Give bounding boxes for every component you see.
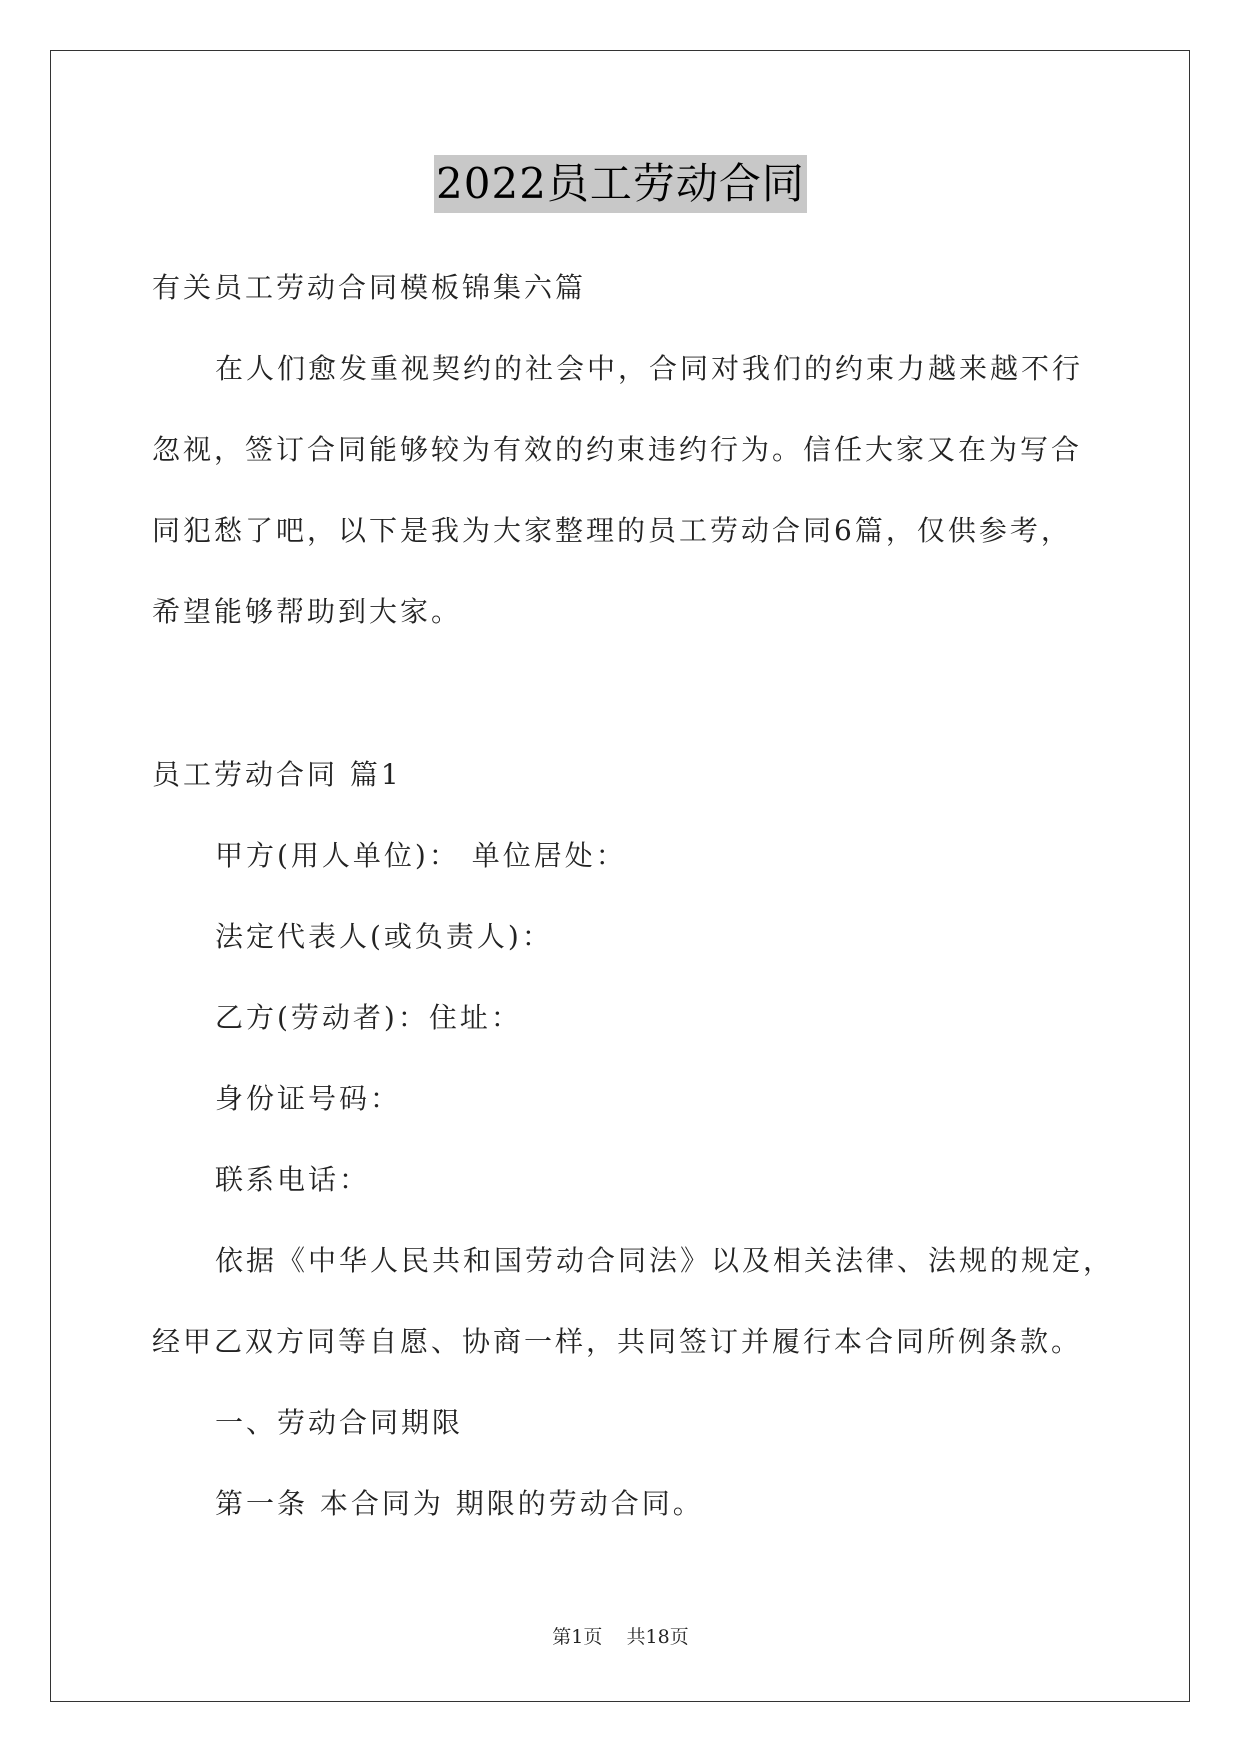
party-a-line: 甲方(用人单位)： 单位居处：	[215, 839, 627, 872]
paragraph-line: 忽视，签订合同能够较为有效的约束违约行为。信任大家又在为写合	[152, 433, 1083, 466]
clause-line: 第一条 本合同为 期限的劳动合同。	[215, 1487, 704, 1520]
page-number: 第1页	[552, 1626, 603, 1648]
subtitle-line: 有关员工劳动合同模板锦集六篇	[152, 271, 587, 304]
paragraph-line: 经甲乙双方同等自愿、协商一样，共同签订并履行本合同所例条款。	[152, 1325, 1083, 1358]
title-container	[0, 155, 1241, 213]
id-number-line: 身份证号码：	[215, 1082, 402, 1115]
legal-rep-line: 法定代表人(或负责人)：	[215, 920, 553, 953]
paragraph-line: 在人们愈发重视契约的社会中，合同对我们的约束力越来越不行	[215, 352, 1084, 385]
document-title: 2022员工劳动合同	[434, 155, 807, 213]
paragraph-line: 希望能够帮助到大家。	[152, 595, 463, 628]
page-total: 共18页	[626, 1626, 689, 1648]
phone-line: 联系电话：	[215, 1163, 371, 1196]
paragraph-line: 同犯愁了吧，以下是我为大家整理的员工劳动合同6篇，仅供参考，	[152, 514, 1072, 547]
clause-heading: 一、劳动合同期限	[215, 1406, 464, 1439]
section-heading: 员工劳动合同 篇1	[152, 758, 402, 791]
party-b-line: 乙方(劳动者)：住址：	[215, 1001, 522, 1034]
page-footer	[0, 1624, 1241, 1650]
paragraph-line: 依据《中华人民共和国劳动合同法》以及相关法律、法规的规定，	[215, 1244, 1115, 1277]
